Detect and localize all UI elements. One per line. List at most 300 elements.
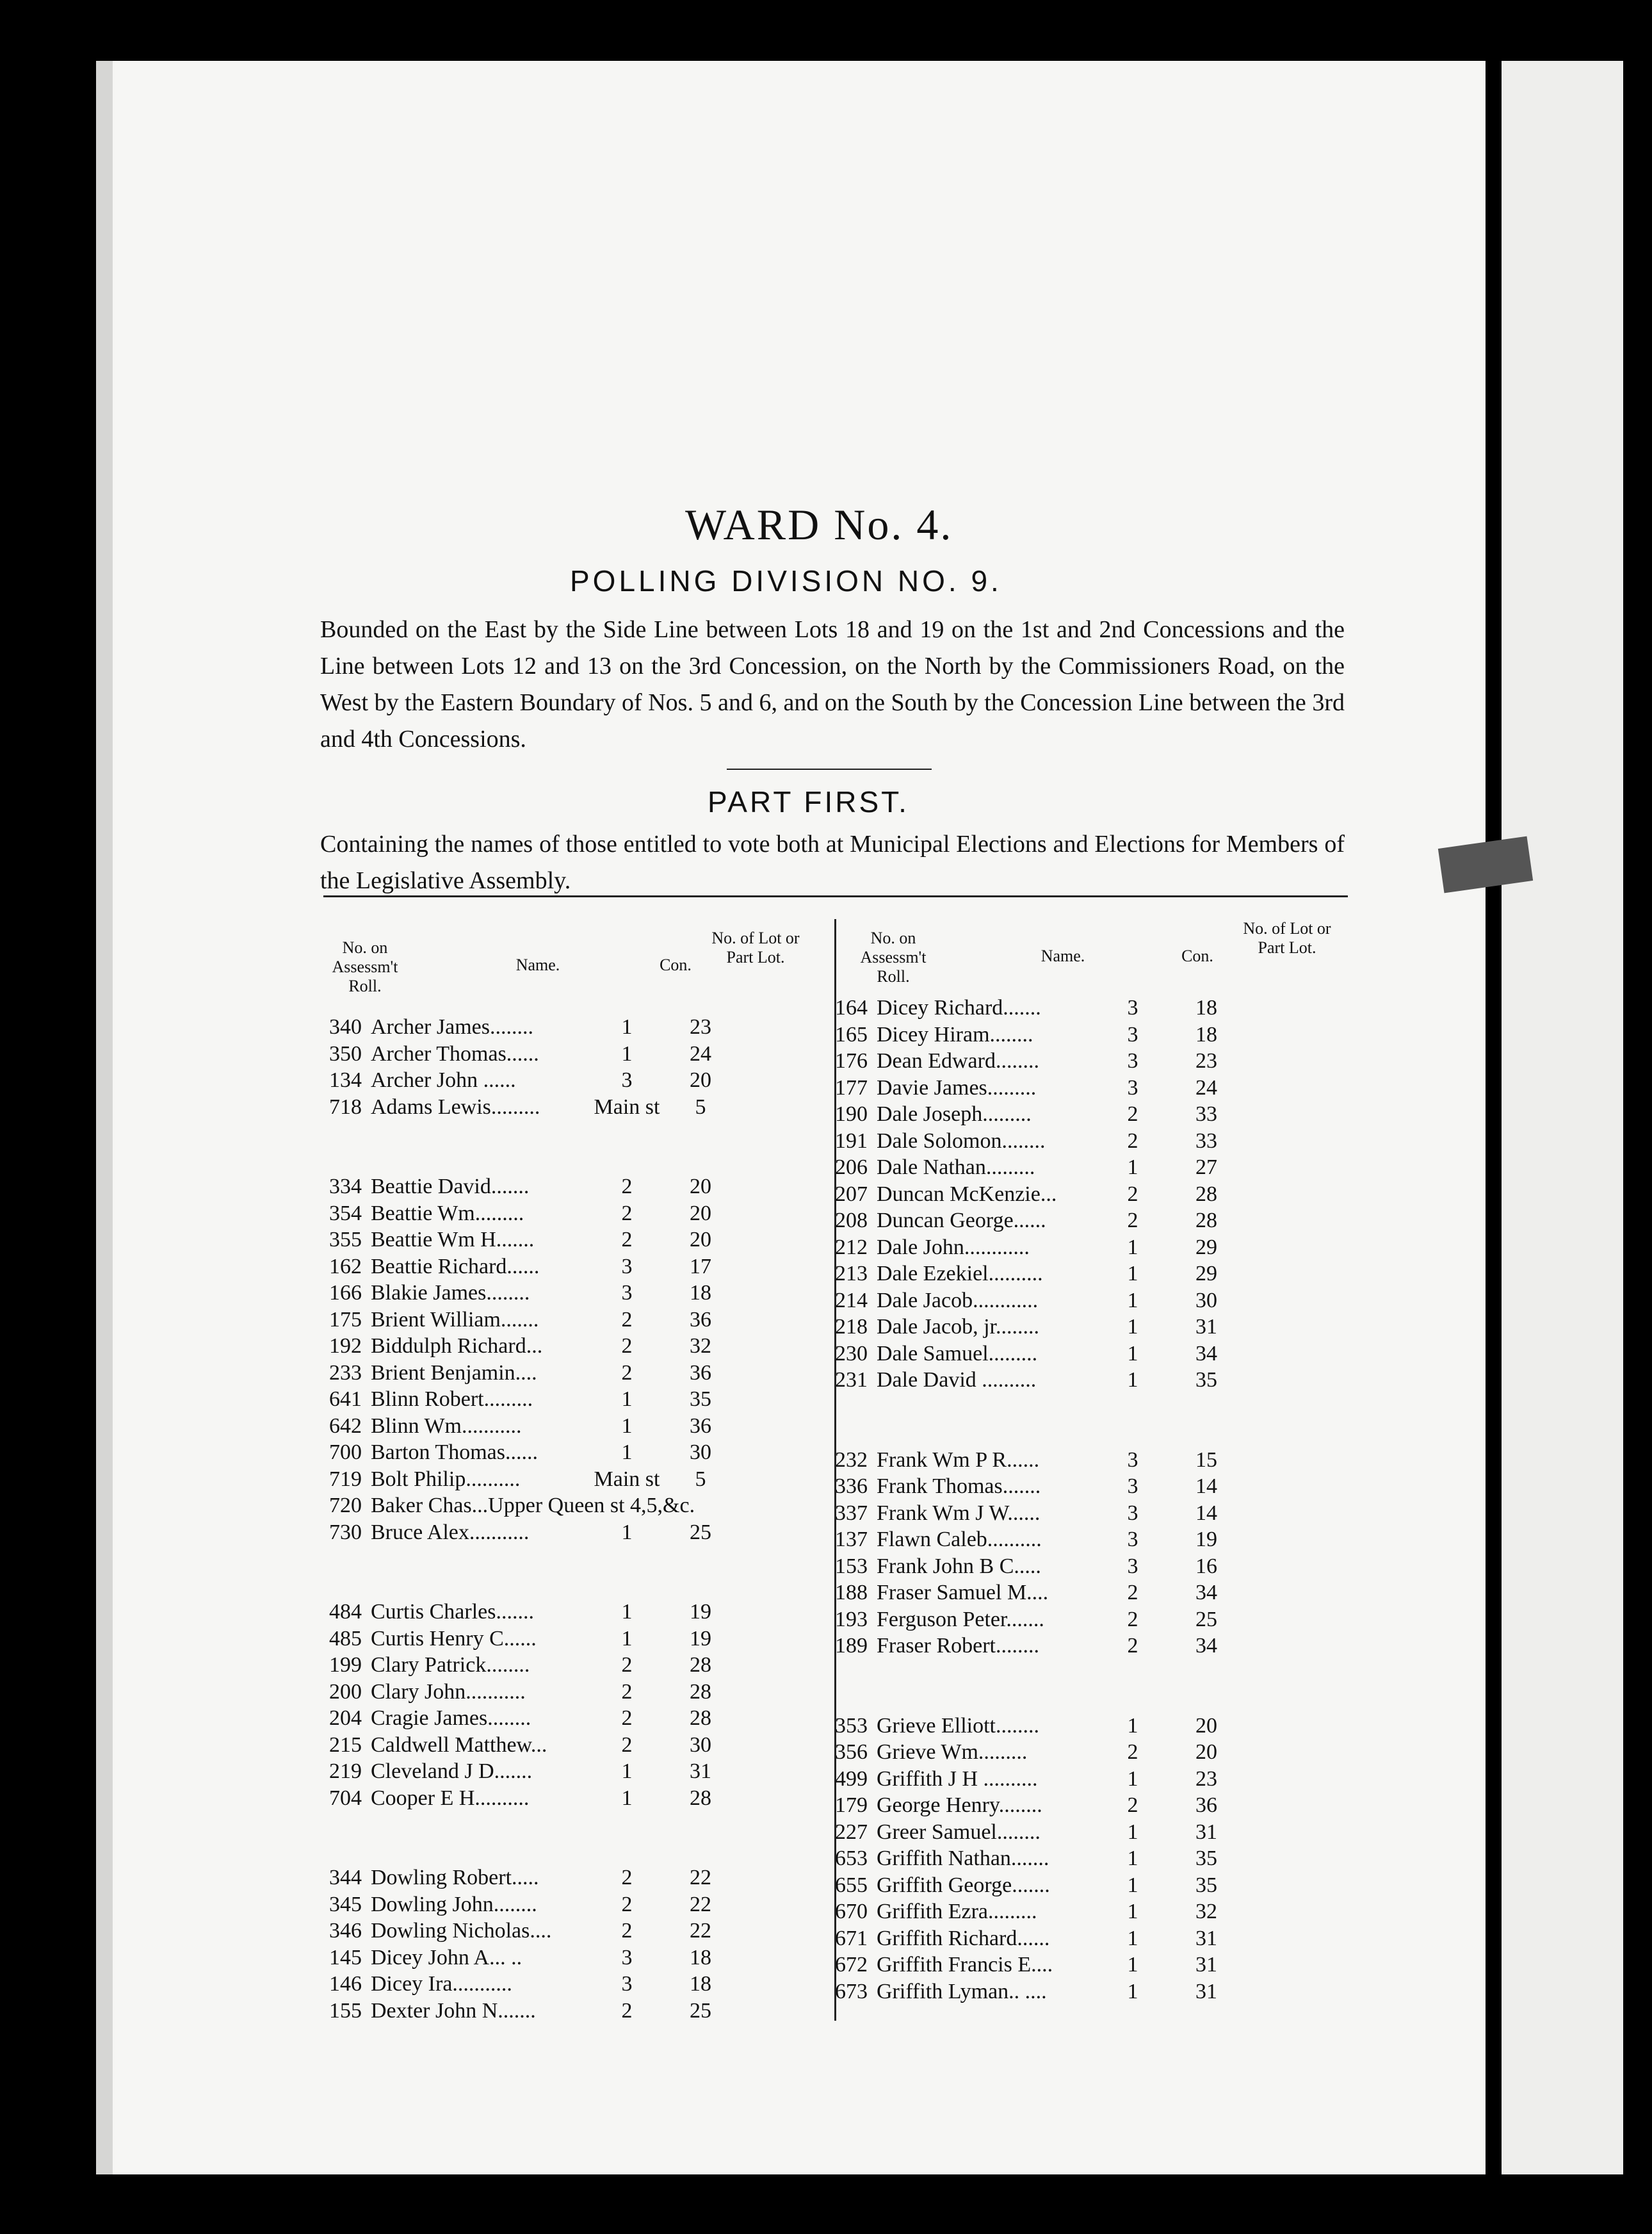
lot-number: 31: [1195, 1926, 1217, 1950]
voter-name: Griffith George.......: [877, 1873, 1050, 1897]
roll-number: 700: [329, 1440, 362, 1464]
voter-name: Dale David ..........: [877, 1368, 1037, 1392]
concession: 2: [1127, 1182, 1138, 1206]
voter-row: [298, 1121, 739, 1148]
concession: 3: [621, 1281, 633, 1305]
concession: 2: [621, 1307, 633, 1332]
roll-number: 355: [329, 1228, 362, 1252]
concession: 2: [621, 1919, 633, 1943]
lot-number: 30: [1195, 1288, 1217, 1312]
lot-number: 28: [690, 1653, 711, 1677]
voter-row: [298, 1786, 739, 1813]
voter-row: [804, 1528, 1245, 1554]
roll-number: 164: [835, 996, 868, 1020]
voter-row: [298, 1919, 739, 1946]
roll-number: 485: [329, 1626, 362, 1651]
roll-number: 344: [329, 1866, 362, 1889]
roll-number: 350: [329, 1041, 362, 1066]
lot-number: 23: [690, 1015, 711, 1039]
concession: 1: [1127, 1235, 1138, 1259]
concession: 3: [1127, 1049, 1138, 1073]
roll-number: 206: [835, 1155, 868, 1179]
voter-row: [298, 1706, 739, 1733]
voter-row: [298, 1866, 739, 1893]
concession: 2: [621, 1866, 633, 1889]
roll-number: 353: [835, 1713, 868, 1738]
voter-name: Griffith Francis E....: [877, 1953, 1053, 1977]
lot-number: 5: [695, 1095, 706, 1119]
voter-name: Dale Ezekiel..........: [877, 1262, 1043, 1285]
roll-number: 227: [835, 1820, 868, 1844]
lot-number: 25: [690, 1998, 711, 2023]
voter-row: [804, 1129, 1245, 1156]
voter-name: Beattie David.......: [371, 1175, 530, 1198]
right-header-name: Name.: [1041, 947, 1085, 965]
voter-row: [804, 1289, 1245, 1316]
lot-number: 32: [690, 1334, 711, 1358]
voter-name: Frank Wm J W......: [877, 1501, 1041, 1525]
lot-number: 28: [690, 1786, 711, 1810]
roll-number: 720: [329, 1494, 362, 1517]
left-header-con: Con.: [660, 956, 692, 974]
roll-number: 190: [835, 1102, 868, 1126]
concession: 1: [621, 1041, 633, 1066]
voter-row: [804, 1767, 1245, 1794]
roll-number: 345: [329, 1892, 362, 1916]
voter-row: [804, 1740, 1245, 1767]
concession: Main st: [594, 1467, 660, 1491]
lot-number: 35: [1195, 1873, 1217, 1897]
roll-number: 189: [835, 1634, 868, 1658]
voter-name: Frank Thomas.......: [877, 1474, 1041, 1498]
concession: 1: [1127, 1315, 1138, 1339]
voter-name: Greer Samuel........: [877, 1820, 1041, 1844]
voter-name: Fraser Robert........: [877, 1634, 1040, 1658]
voter-row: [804, 1873, 1245, 1900]
voter-row: [298, 1202, 739, 1228]
lot-number: 23: [1195, 1049, 1217, 1073]
voter-name: Beattie Wm H.......: [371, 1228, 535, 1252]
concession: 3: [1127, 1022, 1138, 1047]
concession: 2: [621, 1706, 633, 1730]
voter-name: Dicey Ira...........: [371, 1972, 512, 1996]
lot-number: 18: [690, 1281, 711, 1305]
voter-row: [298, 1759, 739, 1786]
part-title: PART FIRST.: [708, 785, 909, 819]
voter-row: [804, 1820, 1245, 1847]
voter-name: Dicey Hiram........: [877, 1022, 1033, 1047]
lot-number: 31: [1195, 1315, 1217, 1339]
voter-name: Blinn Robert.........: [371, 1387, 533, 1411]
voter-row: [804, 1421, 1245, 1448]
voter-name: Biddulph Richard...: [371, 1334, 543, 1358]
voter-row: [804, 1155, 1245, 1182]
roll-number: 188: [835, 1581, 868, 1604]
lot-number: 23: [1195, 1766, 1217, 1791]
lot-number: 20: [690, 1175, 711, 1198]
roll-number: 200: [329, 1679, 362, 1704]
roll-number: 670: [835, 1900, 868, 1923]
voter-name: Dowling Nicholas....: [371, 1919, 552, 1943]
voter-name: Griffith J H ..........: [877, 1766, 1038, 1791]
voter-row: [804, 1209, 1245, 1235]
lot-number: 29: [1195, 1235, 1217, 1259]
voter-row: [804, 1315, 1245, 1342]
concession: 2: [1127, 1209, 1138, 1232]
voter-row: [298, 1334, 739, 1361]
voter-row: [804, 1980, 1245, 2007]
voter-row: [298, 1281, 739, 1308]
adjacent-page-edge: [1502, 61, 1623, 2174]
left-voter-list: [298, 1015, 739, 2025]
concession: 2: [1127, 1129, 1138, 1153]
concession: 1: [621, 1414, 633, 1438]
concession: 2: [1127, 1581, 1138, 1604]
right-header-con: Con.: [1181, 947, 1213, 965]
voter-row: [804, 1395, 1245, 1422]
voter-row: [298, 1440, 739, 1467]
voter-name: Davie James.........: [877, 1075, 1037, 1100]
roll-number: 334: [329, 1175, 362, 1198]
voter-row: [804, 1182, 1245, 1209]
voter-name: Cleveland J D.......: [371, 1759, 533, 1783]
lot-number: 22: [690, 1866, 711, 1889]
lot-number: 31: [1195, 1820, 1217, 1844]
concession: 1: [621, 1600, 633, 1624]
lot-number: 28: [1195, 1209, 1217, 1232]
lot-number: 33: [1195, 1102, 1217, 1126]
roll-number: 208: [835, 1209, 868, 1232]
voter-name: Archer Thomas......: [371, 1041, 539, 1066]
voter-name: Dale Jacob............: [877, 1288, 1039, 1312]
concession: 2: [621, 1892, 633, 1916]
concession: 1: [621, 1759, 633, 1783]
voter-row: [804, 1687, 1245, 1714]
concession: 1: [1127, 1288, 1138, 1312]
voter-name: Dowling John........: [371, 1892, 537, 1916]
roll-number: 672: [835, 1953, 868, 1977]
voter-name: Griffith Ezra.........: [877, 1900, 1037, 1923]
lot-number: 20: [690, 1068, 711, 1092]
lot-number: 25: [690, 1520, 711, 1544]
voter-row: [298, 1946, 739, 1973]
concession: 2: [621, 1175, 633, 1198]
voter-row: [298, 1893, 739, 1920]
voter-row: [804, 1554, 1245, 1581]
table-top-rule: [323, 895, 1348, 897]
lot-number: 18: [690, 1945, 711, 1969]
roll-number: 219: [329, 1759, 362, 1783]
voter-name: Frank John B C.....: [877, 1554, 1041, 1578]
voter-row: [804, 1049, 1245, 1076]
voter-row: [298, 1999, 739, 2026]
voter-row: [298, 1148, 739, 1175]
roll-number: 213: [835, 1262, 868, 1285]
voter-name: Dowling Robert.....: [371, 1866, 539, 1889]
concession: 3: [621, 1972, 633, 1996]
voter-row: [298, 1042, 739, 1069]
roll-number: 215: [329, 1733, 362, 1757]
voter-row: [804, 1501, 1245, 1528]
roll-number: 212: [835, 1235, 868, 1259]
voter-row: [804, 1023, 1245, 1050]
lot-number: 18: [1195, 1022, 1217, 1047]
ward-title: WARD No. 4.: [685, 500, 953, 549]
voter-name: Grieve Elliott........: [877, 1713, 1040, 1738]
voter-row: [804, 1793, 1245, 1820]
voter-row: [298, 1627, 739, 1654]
voter-row: [298, 1387, 739, 1414]
roll-number: 653: [835, 1847, 868, 1870]
concession: 2: [1127, 1793, 1138, 1817]
roll-number: 337: [835, 1501, 868, 1525]
lot-number: 16: [1195, 1554, 1217, 1578]
voter-row: [298, 1494, 739, 1521]
lot-number: 14: [1195, 1474, 1217, 1498]
lot-number: 5: [695, 1467, 706, 1491]
voter-name: Cooper E H..........: [371, 1786, 530, 1810]
voter-name: Archer James........: [371, 1015, 533, 1039]
voter-row: [298, 1175, 739, 1202]
voter-name: Blinn Wm...........: [371, 1414, 522, 1438]
voter-name: Bruce Alex...........: [371, 1520, 530, 1544]
voter-row: [298, 1839, 739, 1866]
lot-number: 22: [690, 1919, 711, 1943]
lot-number: 29: [1195, 1262, 1217, 1285]
roll-number: 166: [329, 1281, 362, 1305]
concession: 1: [621, 1440, 633, 1464]
concession: 1: [1127, 1262, 1138, 1285]
roll-number: 176: [835, 1049, 868, 1073]
lot-number: 28: [690, 1679, 711, 1704]
lot-number: 33: [1195, 1129, 1217, 1153]
voter-row: [804, 1076, 1245, 1103]
voter-row: [298, 1228, 739, 1255]
voter-name: Duncan George......: [877, 1209, 1046, 1232]
roll-number: 191: [835, 1129, 868, 1153]
lot-number: 34: [1195, 1341, 1217, 1366]
voter-name: Dexter John N.......: [371, 1998, 536, 2023]
concession: 2: [621, 1201, 633, 1225]
roll-number: 336: [835, 1474, 868, 1498]
voter-name: Blakie James........: [371, 1281, 530, 1305]
voter-row: [804, 996, 1245, 1023]
voter-name: Barton Thomas......: [371, 1440, 538, 1464]
lot-number: 18: [1195, 996, 1217, 1020]
voter-name: Archer John ......: [371, 1068, 516, 1092]
voter-name: Dale Nathan.........: [877, 1155, 1035, 1179]
voter-row: [298, 1068, 739, 1095]
roll-number: 719: [329, 1467, 362, 1491]
lot-number: 36: [690, 1360, 711, 1385]
roll-number: 145: [329, 1945, 362, 1969]
concession: 2: [1127, 1102, 1138, 1126]
voter-row: [298, 1547, 739, 1574]
voter-row: [804, 1900, 1245, 1927]
roll-number: 642: [329, 1414, 362, 1438]
concession: 3: [1127, 1447, 1138, 1472]
voter-name: Duncan McKenzie...: [877, 1182, 1057, 1206]
boundary-description: Bounded on the East by the Side Line between Lots 18 and 19 on the 1st and 2nd Concessions and the Line between Lots 12 and 13 on the 3rd Concession, on the North by the Commissioners Road, on the West by the Eastern Boundary of Nos. 5 and 6, and on the South by the Concession Line between the 3rd and 4th Concessions.: [320, 616, 1345, 753]
voter-name: Clary Patrick........: [371, 1653, 530, 1677]
roll-number: 671: [835, 1926, 868, 1950]
voter-name: Ferguson Peter.......: [877, 1607, 1044, 1631]
voter-name: Brient Benjamin....: [371, 1360, 537, 1385]
roll-number: 340: [329, 1015, 362, 1039]
voter-name: Dicey Richard.......: [877, 996, 1041, 1020]
roll-number: 134: [329, 1068, 362, 1092]
lot-number: 30: [690, 1440, 711, 1464]
concession: 1: [621, 1387, 633, 1411]
roll-number: 354: [329, 1201, 362, 1225]
concession: 1: [621, 1520, 633, 1544]
lot-number: 24: [1195, 1075, 1217, 1100]
voter-name: Brient William.......: [371, 1307, 539, 1332]
voter-name: Curtis Charles.......: [371, 1600, 534, 1624]
voter-name: Griffith Richard......: [877, 1926, 1050, 1950]
roll-number: 356: [835, 1740, 868, 1764]
lot-number: 28: [1195, 1182, 1217, 1206]
lot-number: 36: [690, 1414, 711, 1438]
lot-number: 14: [1195, 1501, 1217, 1525]
roll-number: 192: [329, 1334, 362, 1358]
roll-number: 641: [329, 1387, 362, 1411]
concession: 2: [1127, 1607, 1138, 1631]
lot-number: 31: [1195, 1953, 1217, 1977]
lot-number: 20: [1195, 1740, 1217, 1764]
voter-row: [298, 1680, 739, 1707]
voter-row: [804, 1608, 1245, 1635]
concession: 3: [621, 1945, 633, 1969]
lot-number: 19: [690, 1600, 711, 1624]
lot-number: 18: [690, 1972, 711, 1996]
voter-row: [804, 1235, 1245, 1262]
concession: 2: [621, 1653, 633, 1677]
roll-number: 207: [835, 1182, 868, 1206]
voter-name: Griffith Lyman.. ....: [877, 1979, 1047, 2003]
voter-name: Dale John............: [877, 1235, 1030, 1259]
roll-number: 218: [835, 1315, 868, 1339]
roll-number: 233: [329, 1360, 362, 1385]
concession: 2: [621, 1228, 633, 1252]
left-header-lot: No. of Lot or Part Lot.: [711, 929, 800, 966]
concession: 1: [1127, 1873, 1138, 1897]
voter-row: [298, 1813, 739, 1839]
concession: 3: [621, 1068, 633, 1092]
voter-row: [804, 1953, 1245, 1980]
right-header-lot: No. of Lot or Part Lot.: [1243, 919, 1331, 957]
voter-name: Dale Solomon........: [877, 1129, 1046, 1153]
concession: 1: [1127, 1341, 1138, 1366]
lot-number: 36: [690, 1307, 711, 1332]
concession: 1: [621, 1626, 633, 1651]
voter-row: [804, 1661, 1245, 1688]
lot-number: 20: [1195, 1713, 1217, 1738]
concession: 3: [1127, 1554, 1138, 1578]
concession: 1: [621, 1786, 633, 1810]
concession: 1: [1127, 1820, 1138, 1844]
voter-row: [804, 1847, 1245, 1873]
voter-row: [804, 1448, 1245, 1475]
voter-name: Grieve Wm.........: [877, 1740, 1028, 1764]
voter-name: Beattie Richard......: [371, 1254, 540, 1278]
voter-name: Curtis Henry C......: [371, 1626, 537, 1651]
roll-number: 655: [835, 1873, 868, 1897]
lot-number: 35: [1195, 1847, 1217, 1870]
voter-name: Flawn Caleb..........: [877, 1528, 1042, 1551]
voter-row: [298, 1467, 739, 1494]
roll-number: 673: [835, 1979, 868, 2003]
roll-number: 484: [329, 1600, 362, 1624]
roll-number: 346: [329, 1919, 362, 1943]
roll-number: 175: [329, 1307, 362, 1332]
voter-row: [298, 1095, 739, 1122]
voter-name: Fraser Samuel M....: [877, 1581, 1049, 1604]
roll-number: 146: [329, 1972, 362, 1996]
voter-name: Beattie Wm.........: [371, 1201, 524, 1225]
concession: 1: [1127, 1900, 1138, 1923]
concession: 1: [1127, 1713, 1138, 1738]
concession: 3: [1127, 996, 1138, 1020]
lot-number: 32: [1195, 1900, 1217, 1923]
voter-name: Dicey John A... ..: [371, 1945, 522, 1969]
roll-number: 718: [329, 1095, 362, 1119]
concession: 1: [621, 1015, 633, 1039]
lot-number: 28: [690, 1706, 711, 1730]
voter-row: [298, 1255, 739, 1282]
lot-number: 35: [1195, 1368, 1217, 1392]
lot-number: 31: [1195, 1979, 1217, 2003]
concession: 1: [1127, 1155, 1138, 1179]
concession: 2: [1127, 1740, 1138, 1764]
roll-number: 204: [329, 1706, 362, 1730]
roll-number: 177: [835, 1075, 868, 1100]
voter-name: Clary John...........: [371, 1679, 526, 1704]
voter-name: Frank Wm P R......: [877, 1447, 1040, 1472]
voter-name: Bolt Philip..........: [371, 1467, 521, 1491]
voter-row: [804, 1714, 1245, 1741]
voter-row: [298, 1015, 739, 1042]
lot-number: 34: [1195, 1634, 1217, 1658]
voter-name: Caldwell Matthew...: [371, 1733, 547, 1757]
voter-row: [298, 1574, 739, 1601]
roll-number: 193: [835, 1607, 868, 1631]
voter-row: [804, 1474, 1245, 1501]
voter-name: Dale Jacob, jr........: [877, 1315, 1039, 1339]
voter-row: [804, 1262, 1245, 1289]
lot-number: 22: [690, 1892, 711, 1916]
roll-number: 162: [329, 1254, 362, 1278]
concession: 2: [621, 1998, 633, 2023]
part-description: Containing the names of those entitled to vote both at Municipal Elections and Elections for Members of the Legislative Assembly.: [320, 831, 1345, 894]
voter-row: [298, 1972, 739, 1999]
roll-number: 155: [329, 1998, 362, 2023]
roll-number: 730: [329, 1520, 362, 1544]
roll-number: 499: [835, 1766, 868, 1791]
concession: 1: [1127, 1766, 1138, 1791]
voter-row: [298, 1308, 739, 1335]
roll-number: 199: [329, 1653, 362, 1677]
lot-number: 19: [690, 1626, 711, 1651]
lot-number: 36: [1195, 1793, 1217, 1817]
voter-row: [298, 1361, 739, 1388]
voter-row: [804, 1634, 1245, 1661]
voter-row: [804, 1342, 1245, 1369]
concession: 1: [1127, 1979, 1138, 2003]
voter-name: Dale Samuel.........: [877, 1341, 1038, 1366]
voter-row: [804, 1927, 1245, 1953]
right-voter-list: [804, 996, 1245, 2006]
